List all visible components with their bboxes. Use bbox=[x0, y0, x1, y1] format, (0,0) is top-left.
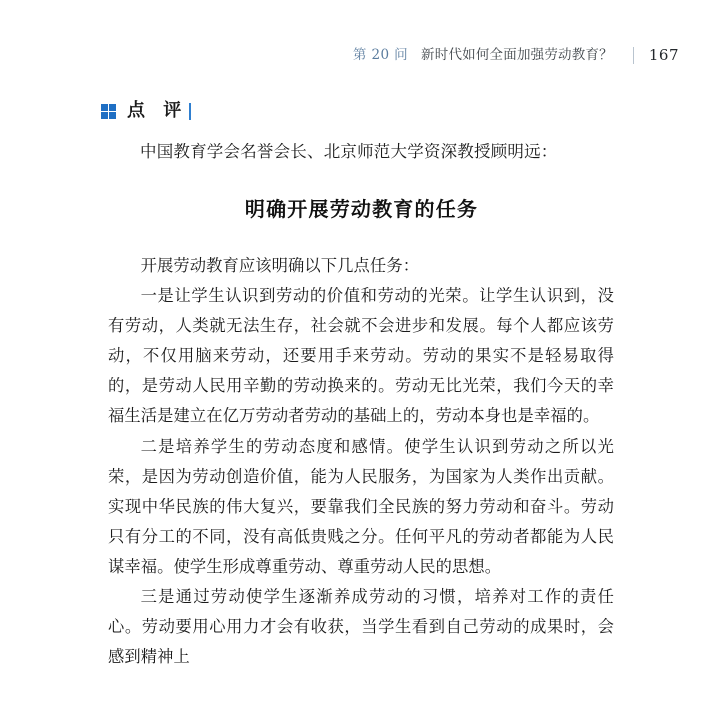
paragraph: 一是让学生认识到劳动的价值和劳动的光荣。让学生认识到，没有劳动，人类就无法生存，社会就不会进步和发展。每个人都应该劳动，不仅用脑来劳动，还要用手来劳动。劳动的果实不是轻易取得的，是劳动人民用辛勤的劳动换来的。劳动无比光荣，我们今天的幸福生活是建立在亿万劳动者劳动的基础上的，劳动本身也是幸福的。 bbox=[108, 286, 614, 426]
section-heading-label: 点 评 bbox=[127, 100, 188, 121]
running-head-question-number: 第 20 问 bbox=[352, 47, 409, 63]
author-attribution: 中国教育学会名誉会长、北京师范大学资深教授顾明远： bbox=[140, 142, 558, 161]
paragraph: 三是通过劳动使学生逐渐养成劳动的习惯，培养对工作的责任心。劳动要用心用力才会有收获，当学生看到自己劳动的成果时，会感到精神上 bbox=[108, 587, 614, 667]
vertical-accent-bar-icon bbox=[189, 103, 191, 120]
article-body bbox=[108, 251, 614, 672]
four-square-grid-icon bbox=[101, 104, 116, 119]
paragraph: 二是培养学生的劳动态度和感情。使学生认识到劳动之所以光荣，是因为劳动创造价值，能为人民服务，为国家为人类作出贡献。实现中华民族的伟大复兴，要靠我们全民族的努力劳动和奋斗。劳动只有分工的不同，没有高低贵贱之分。任何平凡的劳动者都能为人民谋幸福。使学生形成尊重劳动、尊重劳动人民的思想。 bbox=[108, 436, 614, 576]
section-heading bbox=[101, 99, 191, 123]
article-title: 明确开展劳动教育的任务 bbox=[244, 197, 479, 221]
paragraph: 开展劳动教育应该明确以下几点任务： bbox=[140, 256, 420, 275]
running-head bbox=[0, 45, 679, 65]
page-number: 167 bbox=[648, 46, 679, 64]
running-head-chapter-title: 新时代如何全面加强劳动教育？ bbox=[421, 47, 613, 63]
vertical-divider-icon bbox=[633, 47, 634, 64]
